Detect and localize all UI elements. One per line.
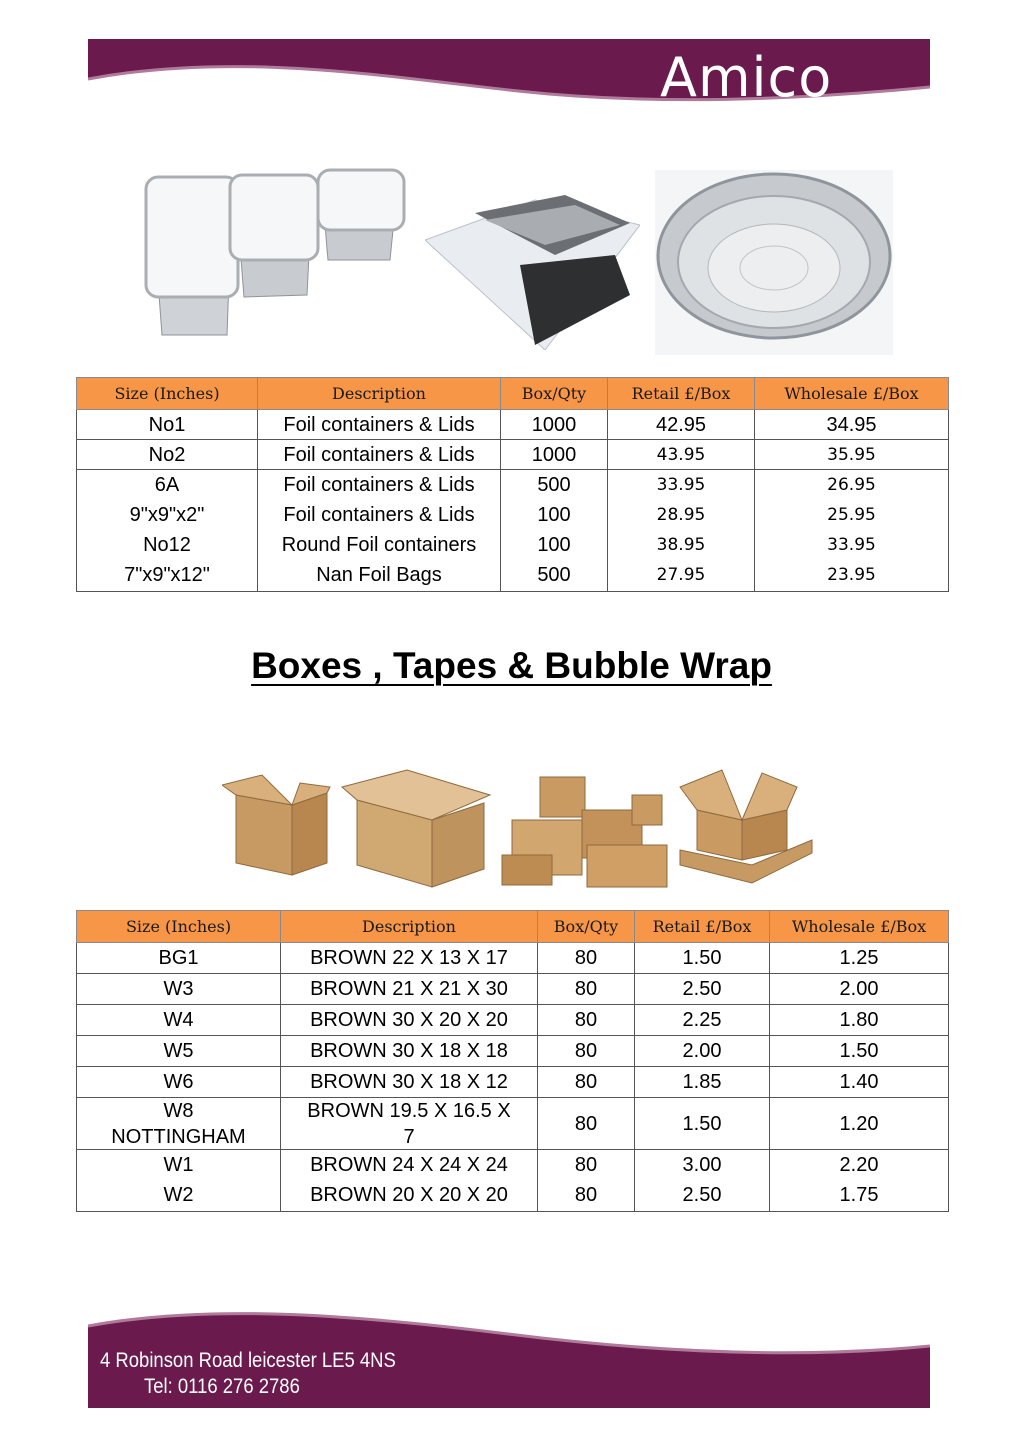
cell-retail: 38.95 <box>608 530 755 560</box>
cell-qty: 100 <box>501 530 608 560</box>
header-description: Description <box>281 911 538 943</box>
cell-qty: 100 <box>501 500 608 530</box>
cell-description: BROWN 30 X 20 X 20 <box>281 1005 538 1036</box>
table-header-row <box>77 911 949 943</box>
header-size: Size (Inches) <box>77 378 258 410</box>
cell-size: No1 <box>77 410 258 440</box>
cell-retail: 2.25 <box>635 1005 770 1036</box>
cell-wholesale: 35.95 <box>755 440 949 470</box>
table-row <box>77 1150 949 1180</box>
cell-size: 7"x9"x12" <box>77 560 258 592</box>
cell-size: W4 <box>77 1005 281 1036</box>
cell-qty: 80 <box>538 1098 635 1150</box>
cell-qty: 80 <box>538 943 635 974</box>
cell-wholesale: 1.80 <box>770 1005 949 1036</box>
footer-phone: Tel: 0116 276 2786 <box>144 1375 300 1398</box>
cell-size: W6 <box>77 1067 281 1098</box>
cell-size: 9"x9"x2" <box>77 500 258 530</box>
cell-description: Foil containers & Lids <box>258 410 501 440</box>
cell-qty: 80 <box>538 1036 635 1067</box>
cell-qty: 500 <box>501 560 608 592</box>
cell-wholesale: 33.95 <box>755 530 949 560</box>
round-foil-container-image <box>655 170 893 355</box>
table-row <box>77 974 949 1005</box>
foil-price-table <box>76 377 949 592</box>
cell-description: Foil containers & Lids <box>258 440 501 470</box>
table-header-row <box>77 378 949 410</box>
cell-size: W5 <box>77 1036 281 1067</box>
header-description: Description <box>258 378 501 410</box>
cell-wholesale: 23.95 <box>755 560 949 592</box>
table-row <box>77 500 949 530</box>
header-wholesale: Wholesale £/Box <box>755 378 949 410</box>
cell-wholesale: 1.40 <box>770 1067 949 1098</box>
box-price-table <box>76 910 949 1212</box>
cell-retail: 1.50 <box>635 943 770 974</box>
footer-address: 4 Robinson Road leicester LE5 4NS <box>100 1349 396 1372</box>
section-title: Boxes , Tapes & Bubble Wrap <box>251 645 772 686</box>
cell-description: BROWN 24 X 24 X 24 <box>281 1150 538 1180</box>
cell-qty: 80 <box>538 1150 635 1180</box>
cell-wholesale: 1.25 <box>770 943 949 974</box>
cell-description: BROWN 20 X 20 X 20 <box>281 1180 538 1212</box>
header-qty: Box/Qty <box>501 378 608 410</box>
cell-retail: 2.00 <box>635 1036 770 1067</box>
table-row <box>77 560 949 592</box>
cell-retail: 33.95 <box>608 470 755 500</box>
cell-description: BROWN 30 X 18 X 18 <box>281 1036 538 1067</box>
cell-wholesale: 2.00 <box>770 974 949 1005</box>
cell-retail: 1.85 <box>635 1067 770 1098</box>
cell-qty: 1000 <box>501 440 608 470</box>
table-row <box>77 1005 949 1036</box>
cell-description: BROWN 22 X 13 X 17 <box>281 943 538 974</box>
cell-qty: 80 <box>538 1005 635 1036</box>
cell-description: Foil containers & Lids <box>258 470 501 500</box>
cell-wholesale: 1.50 <box>770 1036 949 1067</box>
cell-qty: 500 <box>501 470 608 500</box>
cell-qty: 80 <box>538 1067 635 1098</box>
cell-size: 6A <box>77 470 258 500</box>
table-row <box>77 470 949 500</box>
cardboard-boxes-image <box>222 765 814 890</box>
cell-qty: 1000 <box>501 410 608 440</box>
cell-qty: 80 <box>538 974 635 1005</box>
cell-size <box>77 1098 281 1150</box>
cell-size-line2: NOTTINGHAM <box>111 1125 246 1148</box>
cell-size: No2 <box>77 440 258 470</box>
cell-qty: 80 <box>538 1180 635 1212</box>
table-row <box>77 440 949 470</box>
nan-foil-bags-image <box>425 195 640 350</box>
cell-retail: 3.00 <box>635 1150 770 1180</box>
header-size: Size (Inches) <box>77 911 281 943</box>
cell-wholesale: 34.95 <box>755 410 949 440</box>
cell-size: BG1 <box>77 943 281 974</box>
cell-description: BROWN 21 X 21 X 30 <box>281 974 538 1005</box>
cell-size: W1 <box>77 1150 281 1180</box>
cell-wholesale: 2.20 <box>770 1150 949 1180</box>
cell-wholesale: 26.95 <box>755 470 949 500</box>
cell-description: Foil containers & Lids <box>258 500 501 530</box>
foil-containers-image <box>132 165 410 350</box>
table-row <box>77 1036 949 1067</box>
cell-retail: 1.50 <box>635 1098 770 1150</box>
cell-description <box>281 1098 538 1150</box>
cell-retail: 42.95 <box>608 410 755 440</box>
cell-size: W3 <box>77 974 281 1005</box>
table-row <box>77 1067 949 1098</box>
header-retail: Retail £/Box <box>635 911 770 943</box>
table-row <box>77 410 949 440</box>
cell-wholesale: 1.75 <box>770 1180 949 1212</box>
cell-description: BROWN 30 X 18 X 12 <box>281 1067 538 1098</box>
brand-logo: Amico <box>660 46 833 109</box>
cell-size-line1: W8 <box>163 1099 194 1122</box>
cell-wholesale: 1.20 <box>770 1098 949 1150</box>
cell-retail: 28.95 <box>608 500 755 530</box>
cell-description: Round Foil containers <box>258 530 501 560</box>
cell-size: W2 <box>77 1180 281 1212</box>
header-qty: Box/Qty <box>538 911 635 943</box>
cell-retail: 43.95 <box>608 440 755 470</box>
header-retail: Retail £/Box <box>608 378 755 410</box>
cell-size: No12 <box>77 530 258 560</box>
header-wholesale: Wholesale £/Box <box>770 911 949 943</box>
cell-retail: 27.95 <box>608 560 755 592</box>
table-row <box>77 1180 949 1212</box>
table-row <box>77 943 949 974</box>
cell-description-line2: 7 <box>403 1125 415 1148</box>
table-row <box>77 530 949 560</box>
table-row <box>77 1098 949 1150</box>
cell-wholesale: 25.95 <box>755 500 949 530</box>
cell-description-line1: BROWN 19.5 X 16.5 X <box>307 1099 511 1122</box>
cell-description: Nan Foil Bags <box>258 560 501 592</box>
cell-retail: 2.50 <box>635 974 770 1005</box>
cell-retail: 2.50 <box>635 1180 770 1212</box>
